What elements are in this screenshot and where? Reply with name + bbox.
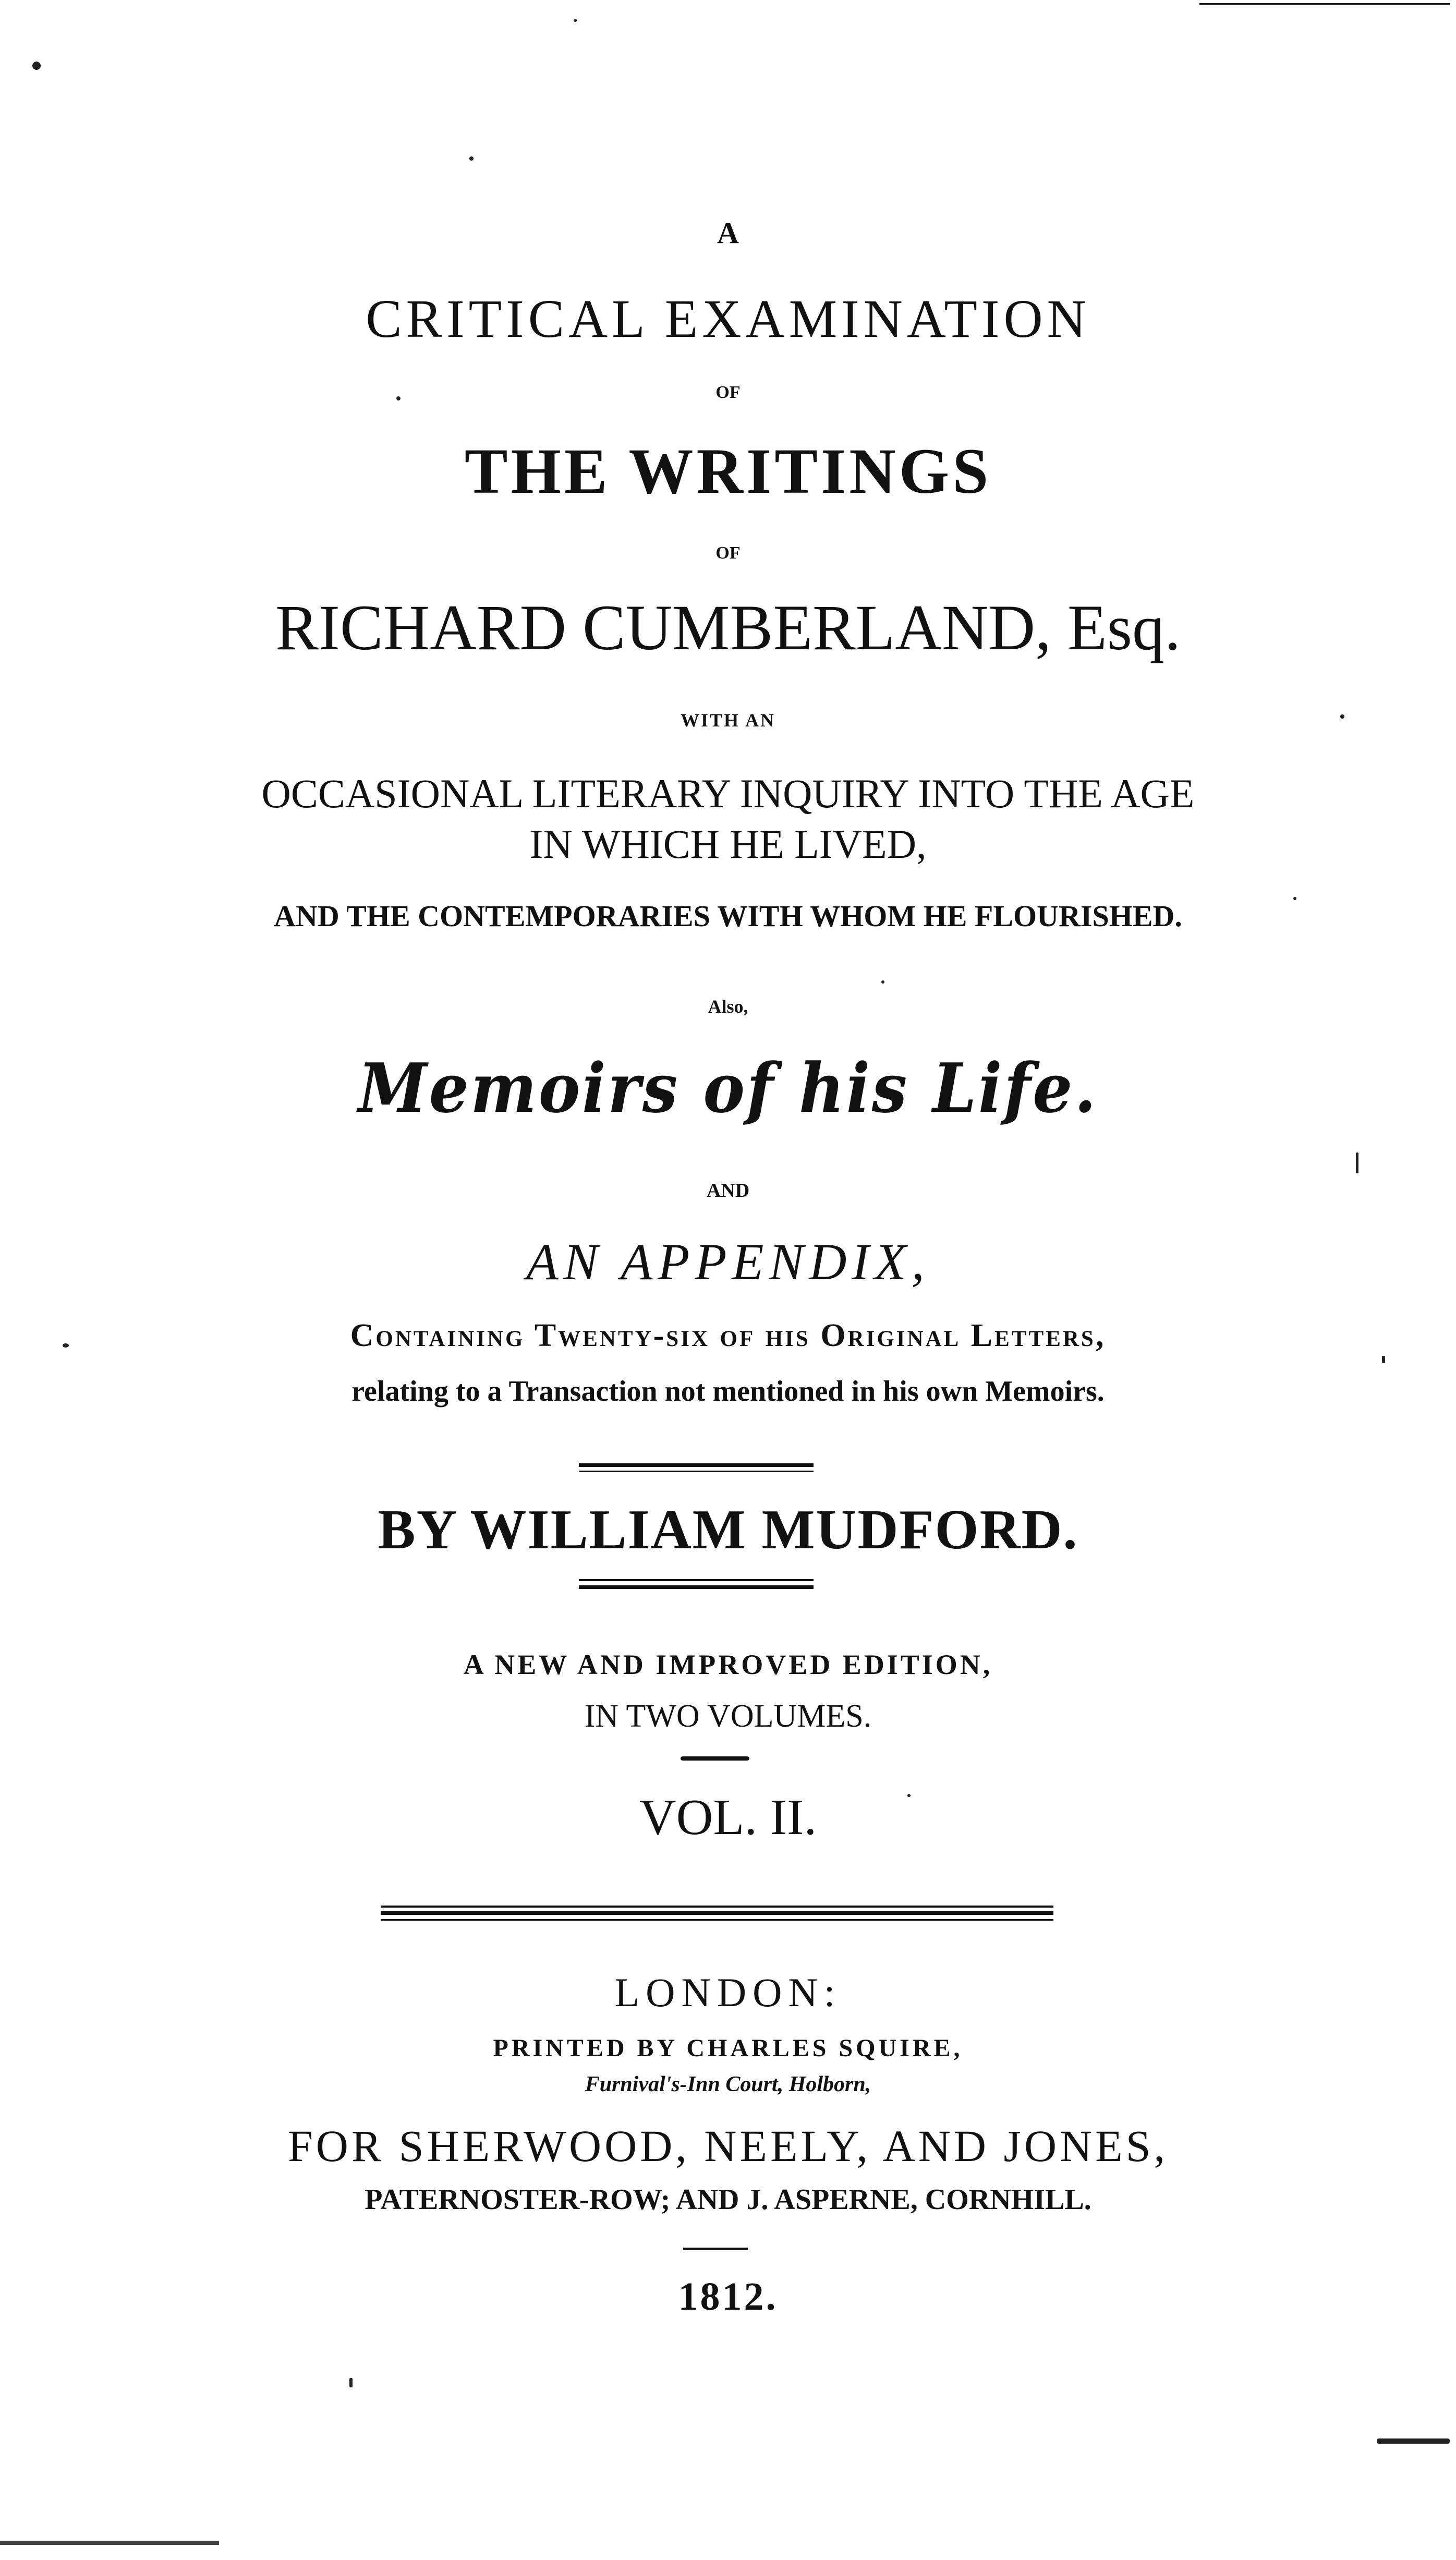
rule-above-volume — [681, 1756, 749, 1761]
rule-above-author — [579, 1463, 814, 1467]
scan-speck — [1293, 897, 1296, 900]
containing-line: Containing Twenty-six of his Original Letters, — [350, 1318, 1106, 1353]
publishers-line: FOR SHERWOOD, NEELY, AND JONES, — [287, 2121, 1169, 2171]
of-connector-1: OF — [715, 383, 741, 402]
title-line-critical-examination: CRITICAL EXAMINATION — [366, 289, 1090, 349]
printer-line: PRINTED BY CHARLES SQUIRE, — [493, 2034, 963, 2062]
edition-line-2: IN TWO VOLUMES. — [584, 1698, 872, 1734]
scan-speck — [63, 1343, 69, 1348]
inquiry-line-1: OCCASIONAL LITERARY INQUIRY INTO THE AGE — [261, 771, 1195, 816]
scan-speck — [1356, 1152, 1358, 1173]
inquiry-line-2: IN WHICH HE LIVED, — [529, 821, 927, 867]
author-line: BY WILLIAM MUDFORD. — [378, 1499, 1078, 1561]
scan-speck — [907, 1794, 911, 1797]
scan-speck — [881, 980, 884, 984]
title-article: A — [717, 216, 739, 250]
scan-speck — [1340, 714, 1344, 719]
scan-speck — [1382, 1356, 1385, 1363]
appendix-heading: AN APPENDIX, — [526, 1233, 930, 1291]
relating-line: relating to a Transaction not mentioned in his own Memoirs. — [351, 1375, 1105, 1408]
scan-edge-mark — [0, 2541, 219, 2545]
rule-below-volume — [381, 1906, 1053, 1908]
memoirs-heading: Memoirs of his Life. — [358, 1048, 1098, 1128]
of-connector-2: OF — [715, 543, 741, 563]
scan-speck — [469, 156, 474, 161]
imprint-year: 1812. — [678, 2275, 778, 2319]
with-an: WITH AN — [680, 710, 776, 731]
publishers-address: PATERNOSTER-ROW; AND J. ASPERNE, CORNHILL. — [365, 2183, 1091, 2216]
title-line-the-writings: THE WRITINGS — [464, 435, 992, 507]
printer-address: Furnival's-Inn Court, Holborn, — [585, 2072, 871, 2096]
rule-above-year — [683, 2248, 748, 2250]
also-label: Also, — [708, 996, 748, 1017]
scan-speck — [32, 62, 41, 70]
volume-number: VOL. II. — [639, 1789, 817, 1846]
scan-speck — [574, 19, 577, 22]
rule-below-author — [579, 1579, 814, 1581]
rule-below-volume-thick — [381, 1911, 1053, 1915]
subject-name: RICHARD CUMBERLAND, Esq. — [275, 592, 1181, 663]
scan-speck — [1377, 2438, 1450, 2444]
and-connector: AND — [706, 1180, 750, 1202]
scan-speck — [349, 2378, 353, 2387]
contemporaries-line: AND THE CONTEMPORARIES WITH WHOM HE FLOURISHED. — [274, 899, 1182, 933]
edition-line-1: A NEW AND IMPROVED EDITION, — [463, 1649, 993, 1680]
scan-speck — [396, 396, 401, 401]
rule-above-author-thin — [579, 1471, 814, 1472]
rule-below-author-thick — [579, 1585, 814, 1589]
rule-below-volume-thin — [381, 1919, 1053, 1921]
scan-edge-mark — [1199, 3, 1450, 5]
imprint-city: LONDON: — [614, 1970, 842, 2015]
